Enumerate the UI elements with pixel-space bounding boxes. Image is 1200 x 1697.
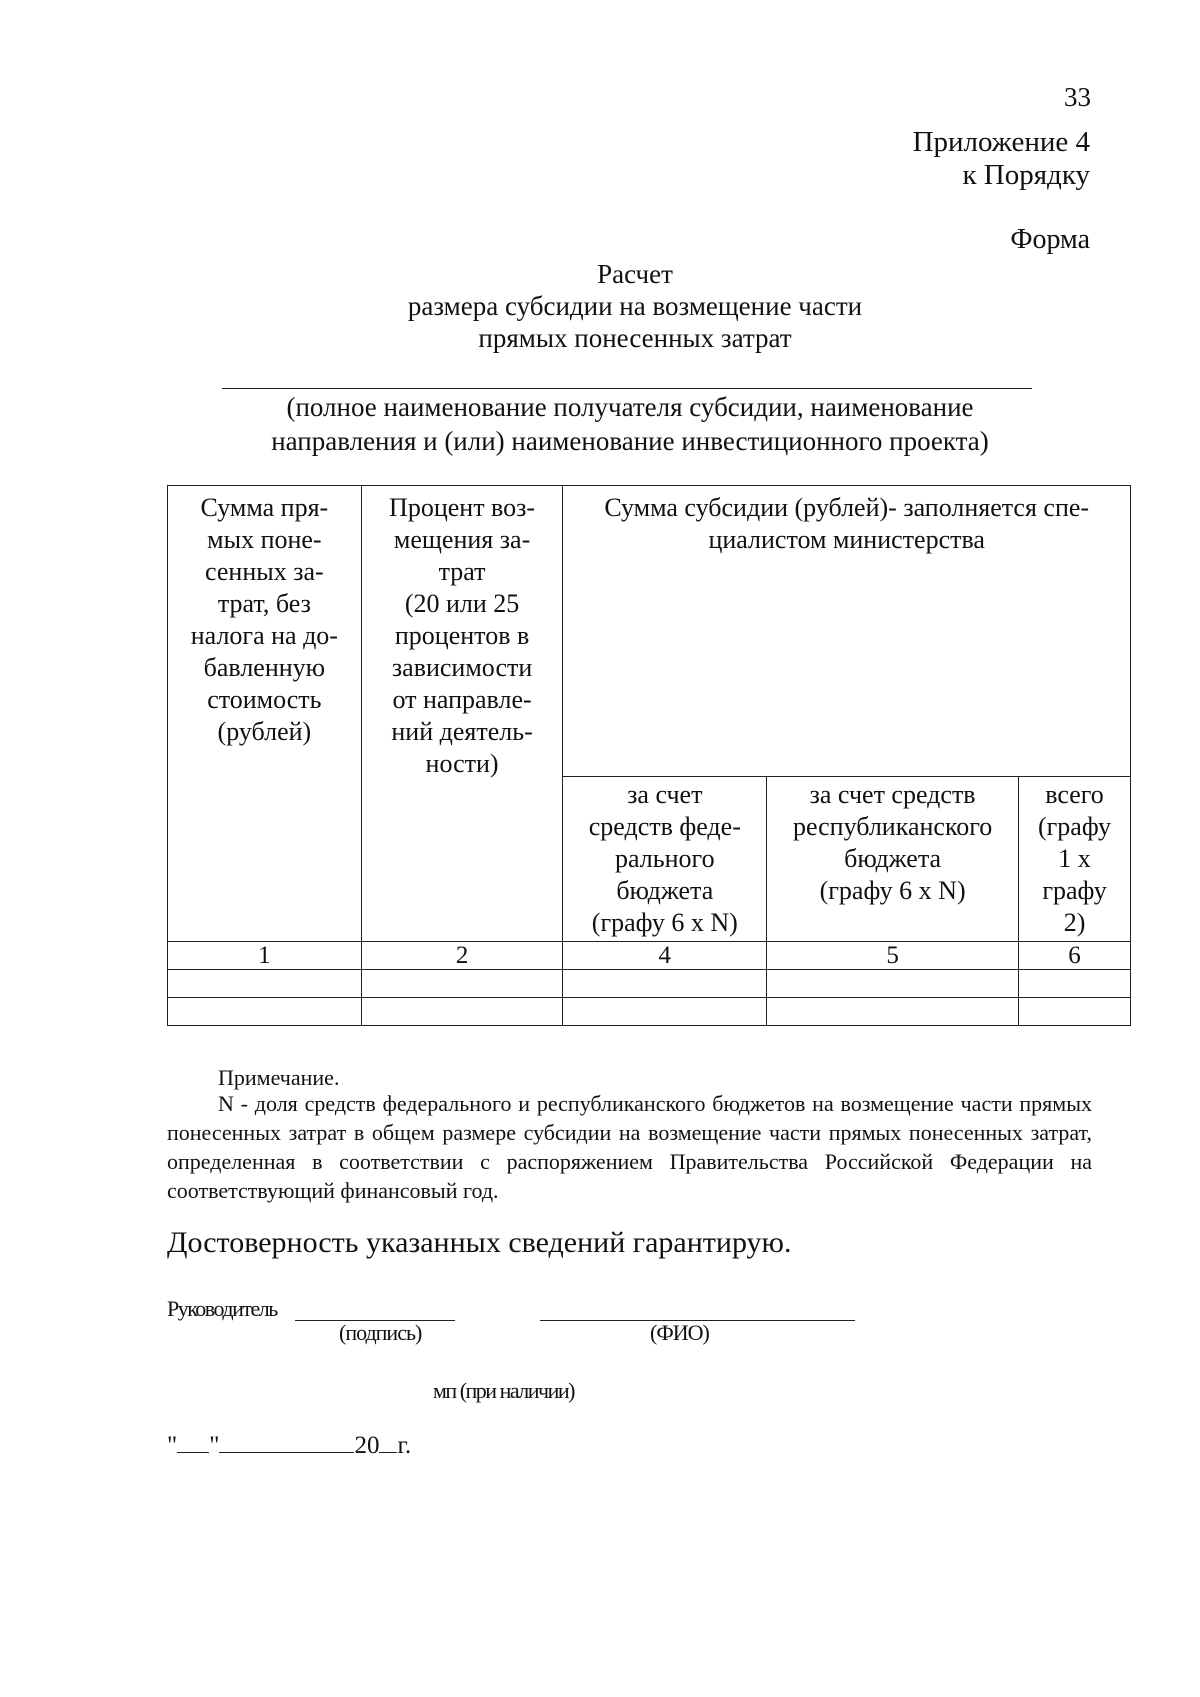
empty-cell	[563, 998, 767, 1026]
header-cell-line: трат, без	[217, 589, 311, 618]
page-number: 33	[1064, 82, 1091, 112]
column-number: 6	[1019, 942, 1131, 970]
header-cell-line: за счет средств	[809, 780, 976, 809]
column-number: 5	[767, 942, 1019, 970]
recipient-name-line	[222, 388, 1032, 389]
header-cell-line: бавленную	[203, 653, 326, 682]
header-reimbursement-percent	[361, 486, 563, 942]
header-cell-line: мещения за-	[393, 525, 531, 554]
date-open-quote: "	[167, 1432, 178, 1459]
year-prefix: 20	[354, 1432, 380, 1459]
day-blank	[177, 1430, 209, 1453]
header-direct-costs	[168, 486, 362, 942]
header-cell-line: Сумма субсидии (рублей)- заполняется спе-	[604, 493, 1090, 522]
header-cell-line: (20 или 25	[404, 589, 520, 618]
guarantee-statement: Достоверность указанных сведений гарантирую.	[167, 1226, 792, 1259]
header-cell-line: мых поне-	[207, 525, 322, 554]
header-cell-line: (графу 6 х N)	[591, 908, 738, 937]
header-cell-line: от направле-	[392, 685, 532, 714]
header-cell-line: ности)	[425, 749, 499, 778]
subsidy-calculation-table	[167, 485, 1131, 1026]
title-line-2: размера субсидии на возмещение части	[407, 291, 863, 321]
header-cell-line: за счет	[627, 780, 703, 809]
column-number: 1	[168, 942, 362, 970]
table-row	[168, 970, 1131, 998]
table-row	[168, 998, 1131, 1026]
header-cell-line: бюджета	[616, 876, 714, 905]
recipient-caption-line-2: направления и (или) наименование инвестиционного проекта)	[271, 426, 989, 456]
date-line	[167, 1430, 411, 1460]
column-number-row	[168, 942, 1131, 970]
header-cell-line: (рублей)	[217, 717, 312, 746]
year-blank	[379, 1430, 397, 1453]
name-caption: (ФИО)	[650, 1320, 709, 1345]
header-cell-line: ний деятель-	[391, 717, 533, 746]
month-blank	[219, 1430, 354, 1453]
column-number: 2	[361, 942, 563, 970]
column-number: 4	[563, 942, 767, 970]
header-cell-line: (графу 6 х N)	[819, 876, 966, 905]
header-cell-line: средств феде-	[588, 812, 741, 841]
recipient-caption-line-1: (полное наименование получателя субсидии, наименование	[286, 392, 974, 422]
note-body: N - доля средств федерального и республиканского бюджетов на возмещение части прямых понесенных затрат в общем размере субсидии на возмещение части прямых понесенных затрат, определенная в соответствии с распоряжением Правительства Российской Федерации на соответствующий финансовый год.	[167, 1091, 1092, 1203]
header-federal-budget	[563, 777, 767, 942]
header-cell-line: всего	[1045, 780, 1104, 809]
header-cell-line: трат	[438, 557, 486, 586]
appendix-reference	[913, 126, 1090, 192]
appendix-line-1: Приложение 4	[912, 126, 1090, 158]
header-cell-line: налога на до-	[190, 621, 338, 650]
header-cell-line: процентов в	[394, 621, 530, 650]
empty-cell	[361, 970, 563, 998]
header-total	[1019, 777, 1131, 942]
signature-caption: (подпись)	[339, 1320, 422, 1345]
empty-cell	[1019, 998, 1131, 1026]
recipient-caption	[200, 390, 1060, 458]
header-cell-line: 2)	[1063, 908, 1086, 937]
header-subsidy-amount	[563, 486, 1131, 777]
empty-cell	[168, 998, 362, 1026]
empty-cell	[767, 970, 1019, 998]
header-cell-line: бюджета	[844, 844, 942, 873]
empty-cell	[1019, 970, 1131, 998]
date-close-quote: "	[209, 1432, 220, 1459]
header-cell-line: республиканского	[792, 812, 993, 841]
head-label: Руководитель	[167, 1296, 277, 1321]
empty-cell	[563, 970, 767, 998]
header-republic-budget	[767, 777, 1019, 942]
note-title: Примечание.	[218, 1065, 340, 1090]
empty-cell	[361, 998, 563, 1026]
header-cell-line: циалистом министерства	[708, 525, 985, 554]
form-label: Форма	[1010, 224, 1090, 255]
empty-cell	[168, 970, 362, 998]
empty-cell	[767, 998, 1019, 1026]
header-cell-line: Сумма пря-	[200, 493, 329, 522]
title-line-3: прямых понесенных затрат	[478, 323, 792, 353]
header-cell-line: 1 х	[1058, 844, 1091, 873]
header-cell-line: зависимости	[391, 653, 533, 682]
header-cell-line: сенных за-	[205, 557, 324, 586]
title-line-1: Расчет	[597, 259, 673, 289]
document-title	[300, 258, 970, 354]
stamp-placeholder: мп (при наличии)	[433, 1378, 574, 1403]
year-suffix: г.	[397, 1432, 412, 1459]
header-cell-line: графу	[1042, 876, 1107, 905]
appendix-line-2: к Порядку	[962, 159, 1090, 191]
header-cell-line: (графу	[1037, 812, 1112, 841]
header-cell-line: стоимость	[207, 685, 322, 714]
header-cell-line: Процент воз-	[389, 493, 536, 522]
header-cell-line: рального	[615, 844, 715, 873]
